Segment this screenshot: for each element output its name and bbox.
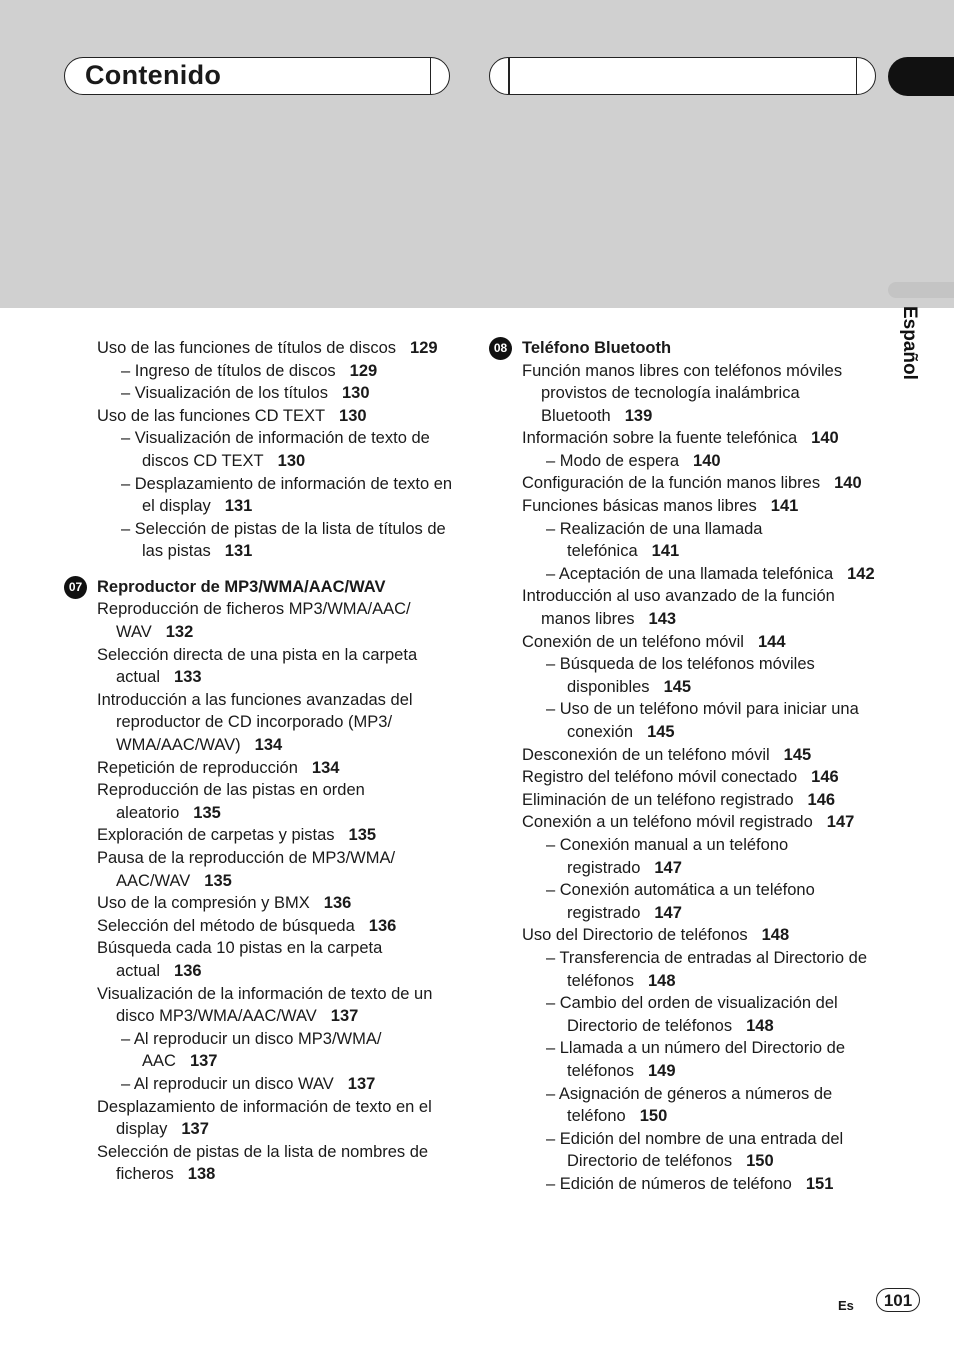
toc-entry[interactable] — [489, 427, 879, 450]
toc-entry-page: 144 — [757, 632, 786, 651]
section-heading-08[interactable] — [489, 337, 879, 360]
section-number-badge: 07 — [64, 576, 87, 599]
toc-entry[interactable] — [64, 382, 454, 405]
toc-entry-text: – Aceptación de una llamada telefónica — [546, 564, 834, 583]
toc-entry-page: 148 — [647, 971, 676, 990]
toc-entry-text: Visualización de la información de texto de un disco MP3/WMA/AAC/WAV — [97, 984, 433, 1026]
toc-entry-page: 131 — [224, 497, 253, 516]
toc-entry[interactable] — [489, 766, 879, 789]
toc-entry[interactable] — [489, 1173, 879, 1196]
toc-entry[interactable] — [64, 1028, 454, 1073]
toc-entry[interactable] — [64, 598, 454, 643]
toc-entry-page: 147 — [654, 903, 682, 922]
toc-entry-page: 130 — [277, 451, 306, 470]
toc-entry-page: 138 — [187, 1165, 216, 1184]
toc-entry[interactable] — [489, 450, 879, 473]
toc-entry-text: – Conexión manual a un teléfono registrado — [546, 835, 789, 877]
title-box-divider — [430, 58, 432, 94]
toc-entry-text: – Realización de una llamada telefónica — [546, 519, 763, 561]
side-tab-grey — [888, 282, 954, 298]
toc-entry-text: Funciones básicas manos libres — [522, 497, 757, 516]
section-title: Reproductor de MP3/WMA/AAC/WAV — [97, 577, 386, 596]
toc-entry[interactable] — [489, 947, 879, 992]
toc-entry-page: 137 — [189, 1052, 218, 1071]
toc-entry-page: 129 — [349, 361, 378, 380]
toc-entry[interactable] — [64, 779, 454, 824]
toc-entry-page: 135 — [193, 803, 221, 822]
toc-entry[interactable] — [64, 892, 454, 915]
toc-entry[interactable] — [489, 924, 879, 947]
toc-entry-page: 145 — [663, 677, 692, 696]
toc-entry[interactable] — [489, 789, 879, 812]
section-title: Teléfono Bluetooth — [522, 339, 672, 357]
toc-entry-text: – Transferencia de entradas al Directorio de teléfonos — [546, 948, 868, 990]
toc-entry[interactable] — [64, 689, 454, 757]
toc-entry[interactable] — [489, 1083, 879, 1128]
toc-entry[interactable] — [64, 847, 454, 892]
toc-entry-page: 130 — [341, 384, 370, 403]
toc-entry[interactable] — [64, 824, 454, 847]
section-number-badge: 08 — [489, 337, 512, 360]
toc-entry-text: – Cambio del orden de visualización del Directorio de teléfonos — [546, 994, 838, 1035]
toc-entry-page: 145 — [783, 745, 812, 764]
toc-right-column — [489, 337, 879, 1195]
toc-entry-text: Introducción a las funciones avanzadas del reproductor de CD incorporado (MP3/ WMA/AAC/WAV) — [97, 690, 413, 754]
toc-entry-text: – Selección de pistas de la lista de títulos de las pistas — [121, 519, 446, 561]
toc-entry-text: Reproducción de las pistas en orden aleatorio — [97, 781, 365, 822]
toc-entry[interactable] — [489, 992, 879, 1037]
toc-entry[interactable] — [64, 427, 454, 472]
toc-entry-page: 132 — [165, 623, 194, 642]
toc-entry-text: Selección del método de búsqueda — [97, 916, 355, 935]
toc-entry-page: 139 — [624, 406, 653, 425]
toc-entry[interactable] — [489, 495, 879, 518]
page-number-badge: 101 — [876, 1288, 920, 1312]
toc-entry[interactable] — [489, 585, 879, 630]
toc-entry-text: – Visualización de los títulos — [121, 384, 328, 403]
toc-entry-page: 141 — [651, 542, 680, 561]
header-band — [0, 0, 954, 308]
toc-entry-page: 136 — [174, 961, 202, 980]
toc-entry-text: – Edición de números de teléfono — [546, 1174, 792, 1193]
toc-entry-text: – Búsqueda de los teléfonos móviles disponibles — [546, 655, 815, 696]
toc-entry-text: Conexión de un teléfono móvil — [522, 632, 744, 651]
toc-entry-page: 137 — [330, 1007, 359, 1026]
toc-entry-page: 146 — [807, 790, 836, 809]
toc-entry-page: 147 — [826, 813, 855, 832]
toc-entry[interactable] — [489, 834, 879, 879]
toc-entry-text: – Al reproducir un disco MP3/WMA/ AAC — [121, 1029, 382, 1071]
toc-entry-text: Selección de pistas de la lista de nombres de ficheros — [97, 1142, 429, 1184]
toc-entry-text: Introducción al uso avanzado de la función manos libres — [522, 587, 835, 629]
toc-entry-page: 134 — [254, 736, 283, 754]
toc-entry-text: Conexión a un teléfono móvil registrado — [522, 813, 813, 832]
toc-entry[interactable] — [489, 472, 879, 495]
toc-entry[interactable] — [64, 337, 454, 360]
toc-entry-text: Repetición de reproducción — [97, 758, 298, 777]
toc-left-column — [64, 337, 454, 1186]
title-box — [64, 57, 450, 95]
toc-entry-page: 136 — [368, 916, 397, 935]
toc-entry-page: 143 — [648, 610, 677, 629]
toc-entry[interactable] — [64, 1096, 454, 1141]
toc-entry-page: 142 — [847, 564, 875, 583]
toc-entry[interactable] — [64, 1141, 454, 1186]
toc-entry-text: – Ingreso de títulos de discos — [121, 361, 336, 380]
toc-entry[interactable] — [489, 1128, 879, 1173]
toc-entry[interactable] — [489, 360, 879, 428]
toc-entry-page: 130 — [339, 406, 367, 425]
toc-entry-text: – Visualización de información de texto de discos CD TEXT — [121, 429, 430, 470]
toc-entry[interactable] — [489, 744, 879, 767]
toc-entry-page: 147 — [654, 858, 682, 877]
toc-entry-text: – Al reproducir un disco WAV — [121, 1074, 334, 1093]
toc-entry-text: Exploración de carpetas y pistas — [97, 826, 335, 845]
toc-entry-text: – Edición del nombre de una entrada del Directorio de teléfonos — [546, 1129, 844, 1171]
section-gap — [64, 563, 454, 576]
toc-entry[interactable] — [489, 653, 879, 698]
toc-entry[interactable] — [64, 518, 454, 563]
toc-entry-text: Uso del Directorio de teléfonos — [522, 926, 748, 945]
toc-section-entries — [64, 598, 454, 1185]
toc-entry[interactable] — [64, 983, 454, 1028]
toc-entry-text: Búsqueda cada 10 pistas en la carpeta actual — [97, 939, 383, 980]
toc-entry-text: Desplazamiento de información de texto en el display — [97, 1097, 432, 1139]
box-divider-left — [508, 58, 510, 94]
toc-entry[interactable] — [64, 473, 454, 518]
toc-pre-entries — [64, 337, 454, 563]
toc-entry-text: Desconexión de un teléfono móvil — [522, 745, 770, 764]
toc-entry[interactable] — [64, 1073, 454, 1096]
page-title: Contenido — [85, 60, 222, 90]
language-side-label: Español — [899, 306, 920, 380]
toc-entry-page: 146 — [811, 768, 839, 787]
toc-entry-page: 140 — [693, 451, 721, 470]
toc-entry[interactable] — [64, 644, 454, 689]
toc-entry-page: 135 — [204, 871, 232, 890]
toc-entry-text: Uso de las funciones de títulos de discos — [97, 339, 397, 357]
toc-entry-page: 137 — [181, 1120, 209, 1139]
toc-entry-text: – Conexión automática a un teléfono registrado — [546, 881, 815, 922]
section-heading-07[interactable] — [64, 576, 454, 599]
toc-entry-page: 129 — [410, 339, 438, 357]
toc-entry-text: Eliminación de un teléfono registrado — [522, 790, 794, 809]
toc-entry-text: – Asignación de géneros a números de teléfono — [546, 1084, 833, 1126]
toc-entry[interactable] — [64, 757, 454, 780]
toc-entry-page: 149 — [647, 1061, 676, 1080]
toc-section-entries — [489, 360, 879, 1196]
toc-entry-text: Configuración de la función manos libres — [522, 474, 821, 493]
toc-entry[interactable] — [489, 879, 879, 924]
toc-entry-text: Uso de las funciones CD TEXT — [97, 406, 326, 425]
toc-entry-page: 140 — [811, 429, 839, 448]
toc-entry[interactable] — [64, 360, 454, 383]
toc-entry-page: 145 — [647, 723, 675, 741]
toc-entry[interactable] — [489, 698, 879, 743]
toc-entry-page: 140 — [834, 474, 862, 493]
toc-entry-page: 136 — [323, 894, 352, 913]
toc-entry-text: Información sobre la fuente telefónica — [522, 429, 798, 448]
toc-entry-text: Uso de la compresión y BMX — [97, 894, 310, 913]
box-divider-right — [856, 58, 858, 94]
toc-entry[interactable] — [489, 631, 879, 654]
toc-entry-text: Registro del teléfono móvil conectado — [522, 768, 798, 787]
toc-entry-page: 137 — [347, 1074, 376, 1093]
toc-entry-page: 133 — [174, 668, 202, 687]
toc-entry[interactable] — [489, 518, 879, 563]
toc-entry-text: Selección directa de una pista en la carpeta actual — [97, 645, 418, 687]
toc-entry-page: 150 — [639, 1107, 668, 1126]
toc-entry-page: 135 — [348, 826, 377, 845]
footer-language-code: Es — [838, 1298, 854, 1313]
toc-entry-page: 151 — [805, 1174, 834, 1193]
toc-entry[interactable] — [64, 915, 454, 938]
toc-entry-text: – Llamada a un número del Directorio de teléfonos — [546, 1039, 846, 1080]
toc-entry-page: 148 — [746, 1016, 774, 1035]
toc-entry[interactable] — [489, 811, 879, 834]
toc-entry-text: – Uso de un teléfono móvil para iniciar una conexión — [546, 700, 859, 741]
toc-entry-text: – Desplazamiento de información de texto en el display — [121, 474, 453, 516]
toc-entry-text: – Modo de espera — [546, 451, 680, 470]
toc-entry-text: Pausa de la reproducción de MP3/WMA/ AAC/WAV — [97, 848, 396, 890]
header-empty-box — [489, 57, 876, 95]
toc-entry-page: 131 — [224, 542, 253, 561]
toc-entry-text: Reproducción de ficheros MP3/WMA/AAC/ WAV — [97, 600, 411, 642]
toc-entry-page: 150 — [746, 1152, 774, 1171]
toc-entry[interactable] — [64, 937, 454, 982]
toc-entry-page: 141 — [770, 497, 799, 516]
toc-entry-page: 148 — [761, 926, 790, 945]
toc-entry[interactable] — [64, 405, 454, 428]
toc-entry[interactable] — [489, 1037, 879, 1082]
toc-entry[interactable] — [489, 563, 879, 586]
toc-entry-page: 134 — [311, 758, 340, 777]
section-tab — [888, 57, 954, 96]
toc-entry-text: Función manos libres con teléfonos móviles provistos de tecnología inalámbrica Bluetooth — [522, 361, 843, 425]
